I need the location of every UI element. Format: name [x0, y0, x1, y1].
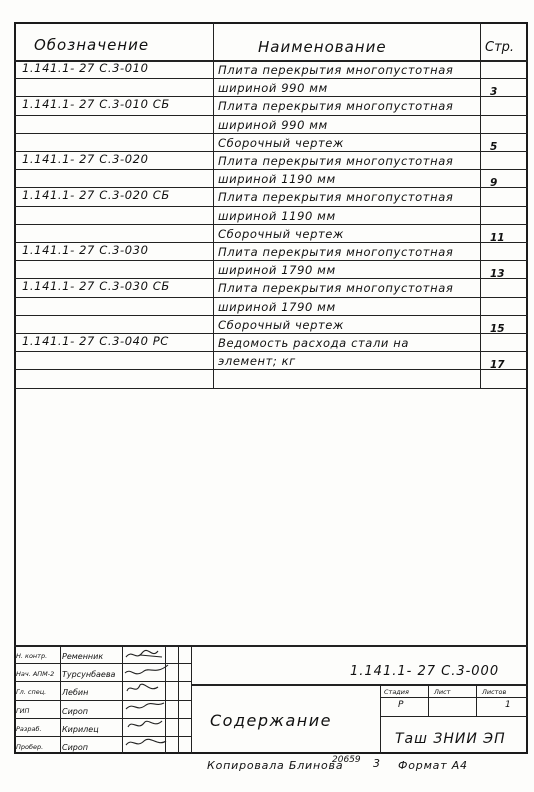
row-name: Плита перекрытия многопустотная	[218, 281, 454, 296]
stamp-organization: Таш ЗНИИ ЭП	[395, 731, 506, 747]
stamp-sheet-label: Лист	[434, 688, 451, 696]
row-page: 11	[490, 231, 505, 244]
row-page: 9	[490, 177, 498, 190]
row-name: шириной 1790 мм	[218, 263, 336, 278]
stamp-person: Лебин	[62, 688, 89, 698]
stamp-role: Нач. АПМ-2	[16, 670, 55, 679]
row-designation: 1.141.1- 27 С.3-040 РС	[22, 334, 169, 348]
footer-sheet: 3	[373, 757, 380, 770]
stamp-sheets-value: 1	[505, 700, 511, 710]
header-designation: Обозначение	[34, 36, 150, 54]
stamp-role: Н. контр.	[16, 652, 48, 660]
row-line	[14, 369, 528, 370]
footer-number: 20659	[332, 755, 361, 765]
row-name: Плита перекрытия многопустотная	[218, 99, 454, 114]
stamp-role: Пробер.	[16, 742, 44, 751]
stamp-person: Ременник	[62, 652, 104, 661]
row-page: 3	[490, 86, 498, 99]
row-line	[14, 78, 528, 79]
stamp-info-col	[476, 684, 477, 716]
stamp-title: Содержание	[210, 711, 332, 730]
row-name: Ведомость расхода стали на	[218, 336, 409, 350]
row-name: элемент; кг	[218, 354, 296, 369]
stamp-top-line	[14, 645, 528, 647]
row-name: Плита перекрытия многопустотная	[218, 245, 454, 259]
row-designation: 1.141.1- 27 С.3-020 СБ	[22, 188, 170, 203]
row-designation: 1.141.1- 27 С.3-010	[22, 61, 149, 75]
row-designation: 1.141.1- 27 С.3-030 СБ	[22, 279, 170, 294]
signatures-icon	[122, 645, 182, 755]
stamp-doc-code: 1.141.1- 27 С.3-000	[350, 664, 500, 679]
stamp-info-line	[380, 716, 528, 717]
row-name: Плита перекрытия многопустотная	[218, 63, 454, 77]
row-page: 15	[490, 322, 505, 335]
row-line	[14, 351, 528, 352]
stamp-person: Сироп	[62, 742, 88, 752]
stamp-code-divider	[191, 684, 528, 686]
stamp-person: Турсунбаева	[62, 670, 116, 680]
row-name: шириной 1190 мм	[218, 208, 336, 223]
row-name: шириной 1790 мм	[218, 299, 336, 314]
row-name: Сборочный чертеж	[218, 135, 344, 150]
row-line	[14, 260, 528, 261]
row-line	[14, 206, 528, 207]
row-page: 17	[490, 359, 505, 372]
stamp-info-col	[428, 684, 429, 716]
footer-format: Формат А4	[398, 759, 468, 772]
row-name: Сборочный чертеж	[218, 226, 344, 241]
row-line	[14, 388, 528, 389]
row-name: шириной 1190 мм	[218, 172, 336, 187]
stamp-info-line	[380, 697, 528, 698]
header-page: Стр.	[485, 40, 515, 55]
row-line	[14, 115, 528, 116]
stamp-info-divider	[380, 684, 381, 754]
stamp-role: Разраб.	[16, 724, 42, 733]
row-line	[14, 224, 528, 225]
footer-copied-by: Копировала Блинова	[207, 759, 344, 772]
row-designation: 1.141.1- 27 С.3-010 СБ	[22, 97, 170, 112]
stamp-role: Гл. спец.	[16, 688, 47, 697]
row-name: Сборочный чертеж	[218, 317, 344, 332]
row-name: Плита перекрытия многопустотная	[218, 190, 454, 205]
row-page: 5	[490, 140, 498, 153]
row-line	[14, 315, 528, 316]
stamp-role: ГИП	[16, 706, 30, 715]
row-line	[14, 169, 528, 170]
row-line	[14, 297, 528, 298]
row-name: шириной 990 мм	[218, 117, 328, 132]
header-name: Наименование	[258, 38, 387, 56]
stamp-stage-value: Р	[398, 700, 404, 710]
row-designation: 1.141.1- 27 С.3-030	[22, 243, 149, 257]
row-name: шириной 990 мм	[218, 81, 328, 96]
stamp-column-line	[191, 645, 192, 754]
row-name: Плита перекрытия многопустотная	[218, 154, 454, 168]
stamp-person: Сироп	[62, 706, 88, 716]
row-designation: 1.141.1- 27 С.3-020	[22, 152, 149, 166]
stamp-sheets-label: Листов	[482, 688, 507, 696]
row-page: 13	[490, 268, 505, 281]
row-line	[14, 133, 528, 134]
stamp-person: Кирилец	[62, 724, 99, 734]
stamp-stage-label: Стадия	[384, 688, 409, 696]
